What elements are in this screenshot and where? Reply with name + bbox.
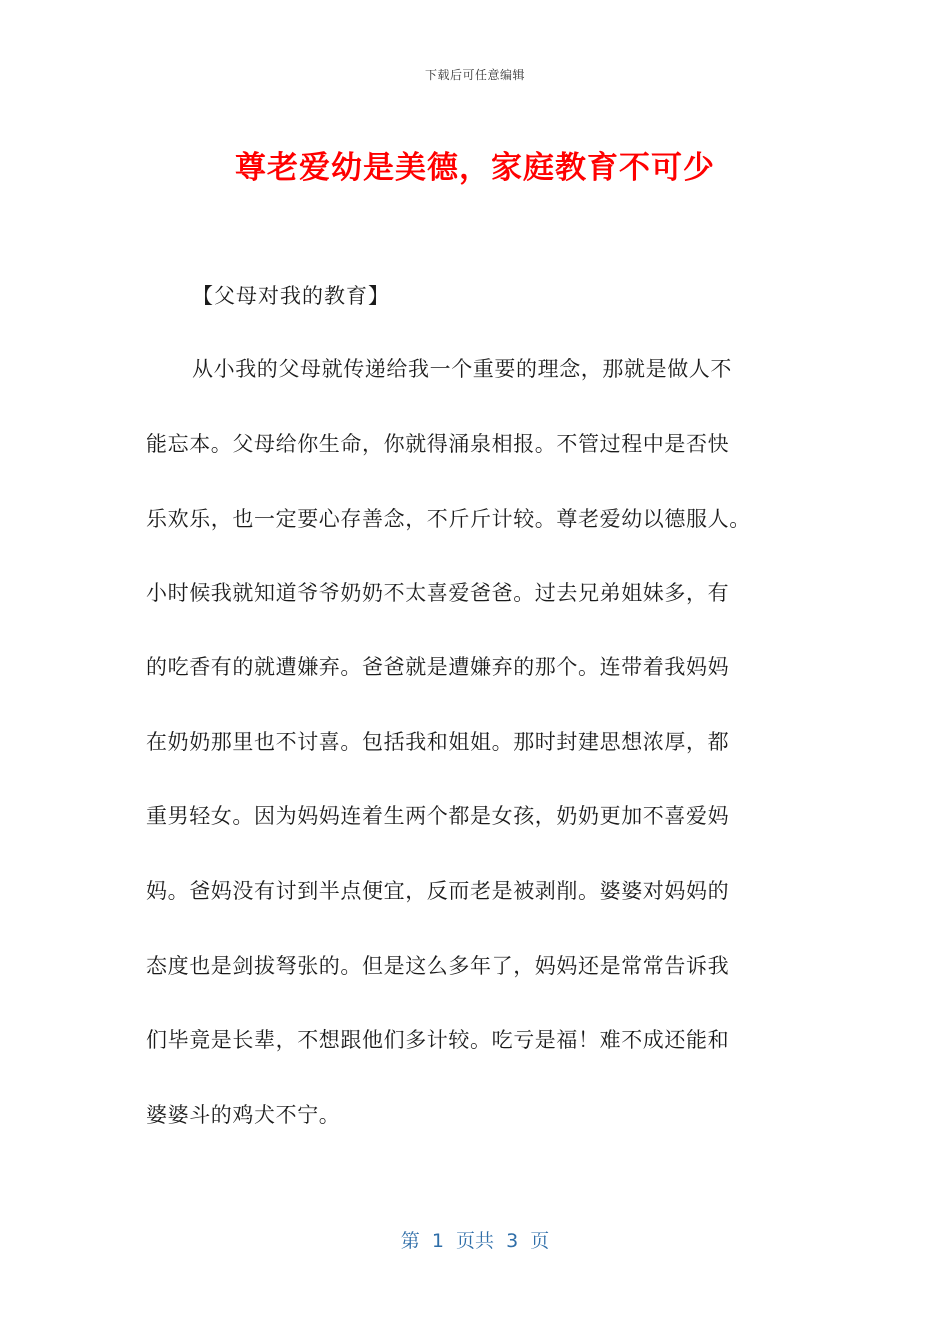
body-line-9: 态度也是剑拔弩张的。但是这么多年了，妈妈还是常常告诉我 <box>146 954 730 978</box>
body-line-8: 妈。爸妈没有讨到半点便宜，反而老是被剥削。婆婆对妈妈的 <box>146 879 730 903</box>
body-line-10: 们毕竟是长辈，不想跟他们多计较。吃亏是福！难不成还能和 <box>146 1028 730 1052</box>
section-heading: 【父母对我的教育】 <box>192 284 390 308</box>
header-note: 下载后可任意编辑 <box>424 68 525 82</box>
body-line-11: 婆婆斗的鸡犬不宁。 <box>146 1103 341 1127</box>
body-line-3: 乐欢乐，也一定要心存善念，不斤斤计较。尊老爱幼以德服人。 <box>146 507 751 531</box>
body-line-7: 重男轻女。因为妈妈连着生两个都是女孩，奶奶更加不喜爱妈 <box>146 804 730 828</box>
body-line-4: 小时候我就知道爷爷奶奶不太喜爱爸爸。过去兄弟姐妹多，有 <box>146 581 730 605</box>
page-number-footer: 第 1 页共 3 页 <box>400 1230 550 1252</box>
body-line-1: 从小我的父母就传递给我一个重要的理念，那就是做人不 <box>192 357 732 381</box>
body-line-6: 在奶奶那里也不讨喜。包括我和姐姐。那时封建思想浓厚，都 <box>146 730 730 754</box>
document-title: 尊老爱幼是美德，家庭教育不可少 <box>235 150 715 186</box>
body-line-5: 的吃香有的就遭嫌弃。爸爸就是遭嫌弃的那个。连带着我妈妈 <box>146 655 730 679</box>
body-line-2: 能忘本。父母给你生命，你就得涌泉相报。不管过程中是否快 <box>146 432 730 456</box>
